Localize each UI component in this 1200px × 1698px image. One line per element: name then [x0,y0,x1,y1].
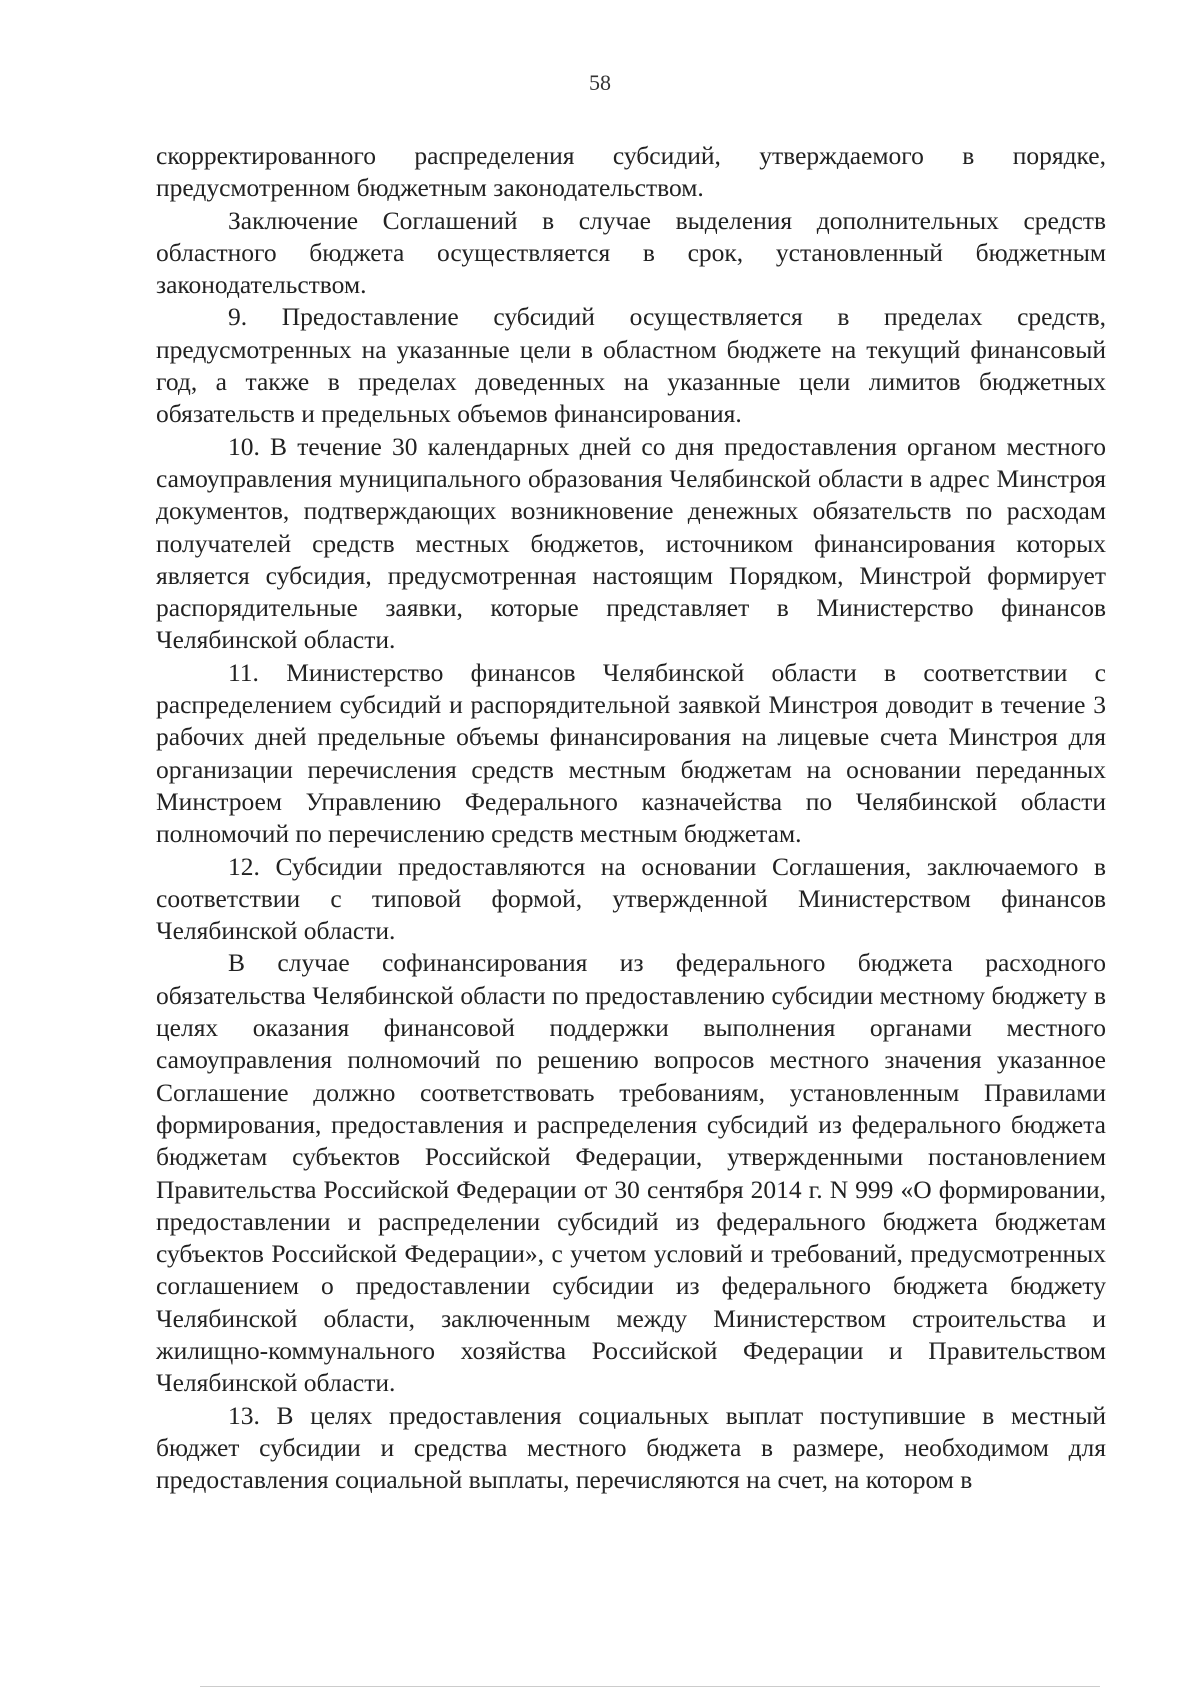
scan-edge-line [200,1686,1100,1687]
paragraph-item-11: 11. Министерство финансов Челябинской области в соответствии с распределением субсидий и распорядительной заявкой Минстроя доводит в течение 3 рабочих дней предельные объемы финансирования на лицевые счета Минстроя для организации перечисления средств местным бюджетам на основании переданных Минстроем Управлению Федерального казначейства по Челябинской области полномочий по перечислению средств местным бюджетам. [156,657,1106,849]
paragraph-continuation: скорректированного распределения субсидий, утверждаемого в порядке, предусмотренном бюджетным законодательством. [156,141,1106,203]
paragraph-item-13: 13. В целях предоставления социальных выплат поступившие в местный бюджет субсидии и средства местного бюджета в размере, необходимом для предоставления социальной выплаты, перечисляются на счет, на котором в [156,1400,1106,1495]
paragraph-item-9: 9. Предоставление субсидий осуществляется в пределах средств, предусмотренных на указанные цели в областном бюджете на текущий финансовый год, а также в пределах доведенных на указанные цели лимитов бюджетных обязательств и предельных объемов финансирования. [156,302,1106,429]
page-number: 58 [589,70,611,95]
paragraph-item-10: 10. В течение 30 календарных дней со дня предоставления органом местного самоуправления муниципального образования Челябинской области в адрес Минстроя документов, подтверждающих возникновение денежных обязательств по расходам получателей средств местных бюджетов, источником финансирования которых является субсидия, предусмотренная настоящим Порядком, Минстрой формирует распорядительные заявки, которые представляет в Министерство финансов Челябинской области. [156,431,1106,655]
paragraph-cofinancing: В случае софинансирования из федерального бюджета расходного обязательства Челябинской области по предоставлению субсидии местному бюджету в целях оказания финансовой поддержки выполнения органами местного самоуправления полномочий по решению вопросов местного значения указанное Соглашение должно соответствовать требованиям, установленным Правилами формирования, предоставления и распределения субсидий из федерального бюджета бюджетам субъектов Российской Федерации, утвержденными постановлением Правительства Российской Федерации от 30 сентября 2014 г. N 999 «О формировании, предоставлении и распределении субсидий из федерального бюджета бюджетам субъектов Российской Федерации», с учетом условий и требований, предусмотренных соглашением о предоставлении субсидии из федерального бюджета бюджету Челябинской области, заключенным между Министерством строительства и жилищно-коммунального хозяйства Российской Федерации и Правительством Челябинской области. [156,948,1106,1398]
paragraph-item-12: 12. Субсидии предоставляются на основании Соглашения, заключаемого в соответствии с типовой формой, утвержденной Министерством финансов Челябинской области. [156,851,1106,946]
document-body [156,140,1106,1496]
paragraph-agreements: Заключение Соглашений в случае выделения дополнительных средств областного бюджета осуществляется в срок, установленный бюджетным законодательством. [156,205,1106,300]
